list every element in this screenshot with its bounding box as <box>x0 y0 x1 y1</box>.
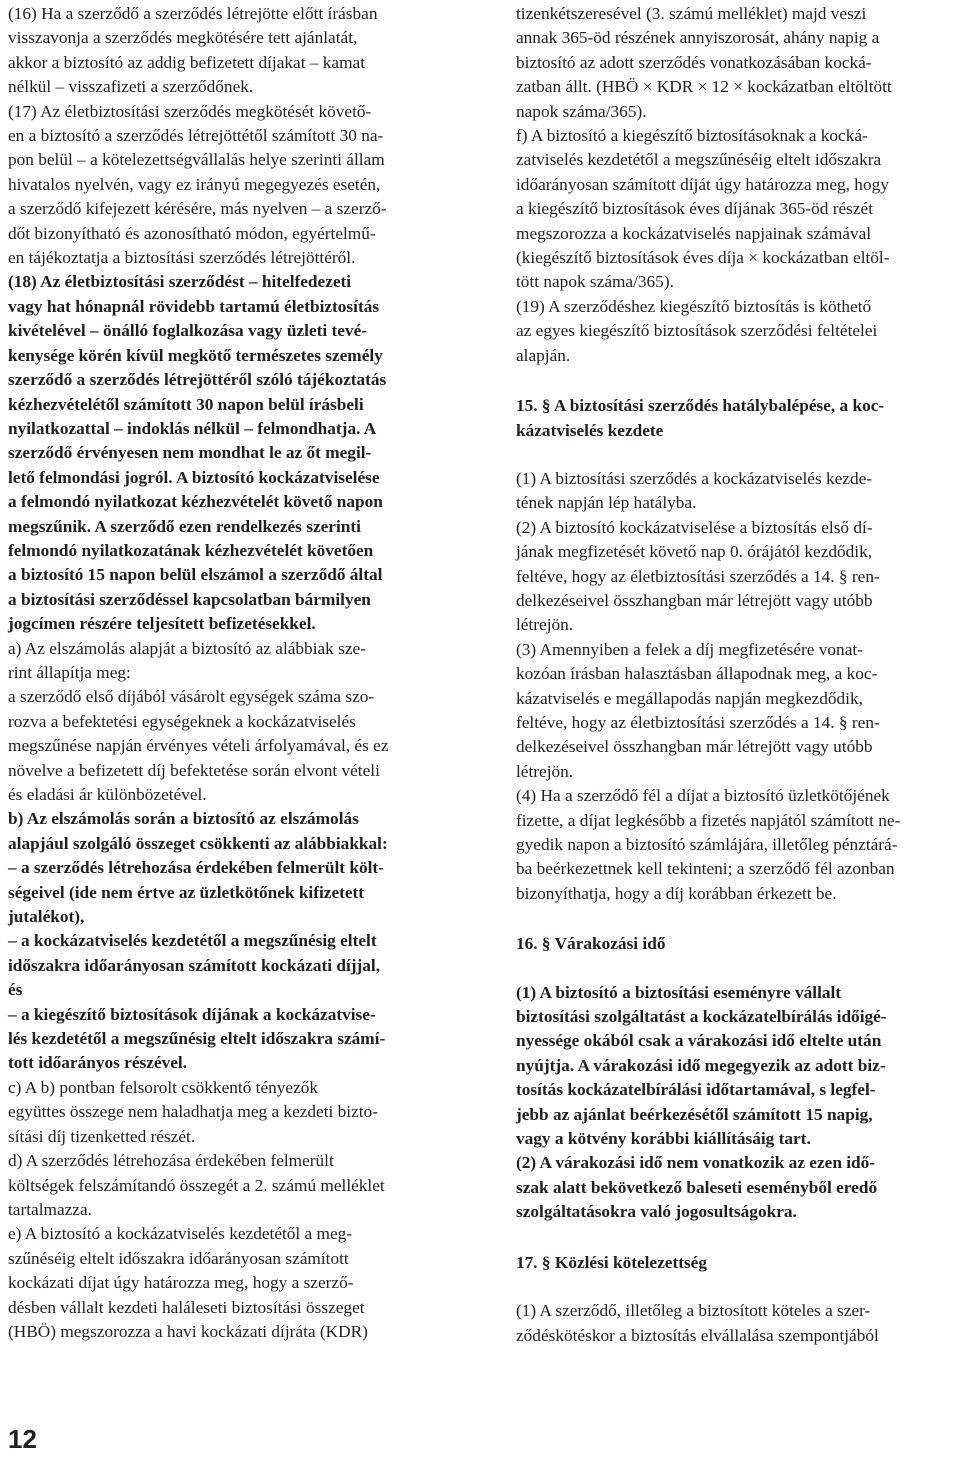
paragraph-19: (19) A szerződéshez kiegészítő biztosítás is köthető az egyes kiegészítő biztosítások szerződési feltételei alapján. <box>516 296 878 365</box>
paragraph-18: (18) Az életbiztosítási szerződést – hitelfedezeti vagy hat hónapnál rövidebb tartamú életbiztosítás kivételével – önálló foglalkozása vagy üzleti tevé- kenysége körén kívül megkötő természetes személy szerződő a szerződés létrejöttéről szóló tájékoztatás kézhezvételétől számított 30 napon belül írásbeli nyilatkozattal – indoklás nélkül – felmondhatja. A szerződő érvényesen nem mondhat le az őt megil- lető felmondási jogról. A biztosító kockázatviselése a felmondó nyilatkozat kézhezvételét követő napon megszűnik. A szerződő ezen rendelkezés szerinti felmondó nyilatkozatának kézhezvételét követően a biztosító 15 napon belül elszámol a szerződő által a biztosítási szerződéssel kapcsolatban bármilyen jogcímen részére teljesített befizetésekkel. <box>8 272 387 634</box>
section-15-paragraph-4: (4) Ha a szerződő fél a díjat a biztosító üzletkötőjének fizette, a díjat legkésőbb a fizetés napjától számított ne- gyedik napon a biztosító számlájára, illetőleg pénztárá- ba beérkezettnek kell tekinteni; a szerződő fél azonban bizonyíthatja, hogy a díj korábban érkezett be. <box>516 786 901 903</box>
page-number: 12 <box>8 1424 37 1454</box>
paragraph-18-d: d) A szerződés létrehozása érdekében felmerült költségek felszámítandó összegét a 2. számú melléklet tartalmazza. <box>8 1151 385 1219</box>
paragraph-17: (17) Az életbiztosítási szerződés megkötését követő- en a biztosító a szerződés létrejöttétől számított 30 na- pon belül – a kötelezettségvállalás helye szerinti állam hivatalos nyelvén, vagy ez irányú megegyezés esetén, a szerződő kifejezett kérésére, más nyelven – a szerző- dőt bizonyítható és azonosítható módon, egyértelmű- en tájékoztatja a biztosítási szerződés létrejöttéről. <box>8 101 387 268</box>
section-15-paragraph-2: (2) A biztosító kockázatviselése a biztosítás első dí- jának megfizetését követő nap 0. órájától kezdődik, feltéve, hogy az életbiztosítási szerződés a 14. § ren- delkezéseivel összhangban már létrejött vagy utóbb létrejön. <box>516 517 880 635</box>
paragraph-16: (16) Ha a szerződő a szerződés létrejötte előtt írásban visszavonja a szerződés megkötésére tett ajánlatát, akkor a biztosító az addig befizetett díjakat – kamat nélkül – visszafizeti a szerződőnek. <box>8 4 378 97</box>
paragraph-18-e-continued: tizenkétszeresével (3. számú melléklet) majd veszi annak 365-öd részének annyiszorosát, ahány napig a biztosító az adott szerződés vonatkozásában kocká- zatban állt. (HBÖ × KDR × 12 × kockázatban eltöltött napok száma/365). <box>516 4 892 121</box>
section-16-paragraph-2: (2) A várakozási idő nem vonatkozik az ezen idő- szak alatt bekövetkező baleseti eseményből eredő szolgáltatásokra való jogosultságokra. <box>516 1153 878 1222</box>
section-heading-17: 17. § Közlési kötelezettség <box>516 1252 707 1272</box>
paragraph-18-c: c) A b) pontban felsorolt csökkentő tényezők együttes összege nem haladhatja meg a kezdeti bizto- sítási díj tizenketted részét. <box>8 1077 378 1146</box>
section-15-paragraph-1: (1) A biztosítási szerződés a kockázatviselés kezde- tének napján lép hatályba. <box>516 468 873 513</box>
section-15-paragraph-3: (3) Amennyiben a felek a díj megfizetésére vonat- kozóan írásban halasztásban állapodnak meg, a koc- kázatviselés e megállapodás napján megkezdődik, feltéve, hogy az életbiztosítási szerződés a 14. § ren- delkezéseivel összhangban már létrejött vagy utóbb létrejön. <box>516 639 880 781</box>
left-column <box>8 2 446 1344</box>
section-16-paragraph-1: (1) A biztosító a biztosítási eseményre vállalt biztosítási szolgáltatást a kockázatelbírálás időigé- nyessége okából csak a várakozási idő eltelte után nyújtja. A várakozási idő megegyezik az adott biz- tosítás kockázatelbírálási időtartamával, s legfel- jebb az ajánlat beérkezésétől számított 15 napig, vagy a kötvény korábbi kiállításáig tart. <box>516 982 887 1149</box>
section-heading-16: 16. § Várakozási idő <box>516 934 666 954</box>
paragraph-18-a: a) Az elszámolás alapját a biztosító az alábbiak sze- rint állapítja meg: a szerződő első díjából vásárolt egységek száma szo- rozva a befektetési egységeknek a kockázatviselés megszűnése napján érvényes vételi árfolyamával, és ez növelve a befizetett díj befektetése során elvont vételi és eladási ár különbözetével. <box>8 638 389 804</box>
section-heading-15: 15. § A biztosítási szerződés hatálybalépése, a koc- kázatviselés kezdete <box>516 396 885 440</box>
paragraph-18-f: f) A biztosító a kiegészítő biztosításoknak a kocká- zatviselés kezdetétől a megszűnéséig eltelt időszakra időarányosan számított díját úgy határozza meg, hogy a kiegészítő biztosítások éves díjának 365-öd részét megszorozza a kockázatviselés napjainak számával (kiegészítő biztosítások éves díja × kockázatban eltöl- tött napok száma/365). <box>516 126 890 292</box>
paragraph-18-b: b) Az elszámolás során a biztosító az elszámolás alapjául szolgáló összeget csökkenti az alábbiakkal: – a szerződés létrehozása érdekében felmerült költ- ségeivel (ide nem értve az üzletkötőnek kifizetett jutalékot), – a kockázatviselés kezdetétől a megszűnésig eltelt időszakra időarányosan számított kockázati díjjal, és – a kiegészítő biztosítások díjának a kockázatvise- lés kezdetétől a megszűnésig eltelt időszakra számí- tott időarányos részével. <box>8 809 388 1073</box>
right-column <box>516 2 954 1348</box>
section-17-paragraph-1: (1) A szerződő, illetőleg a biztosított köteles a szer- ződéskötéskor a biztosítás elvállalása szempontjából <box>516 1301 879 1345</box>
paragraph-18-e: e) A biztosító a kockázatviselés kezdetétől a meg- szűnéséig eltelt időszakra időarányosan számított kockázati díjat úgy határozza meg, hogy a szerző- désben vállalt kezdeti haláleseti biztosítási összeget (HBÖ) megszorozza a havi kockázati díjráta (KDR) <box>8 1224 368 1341</box>
